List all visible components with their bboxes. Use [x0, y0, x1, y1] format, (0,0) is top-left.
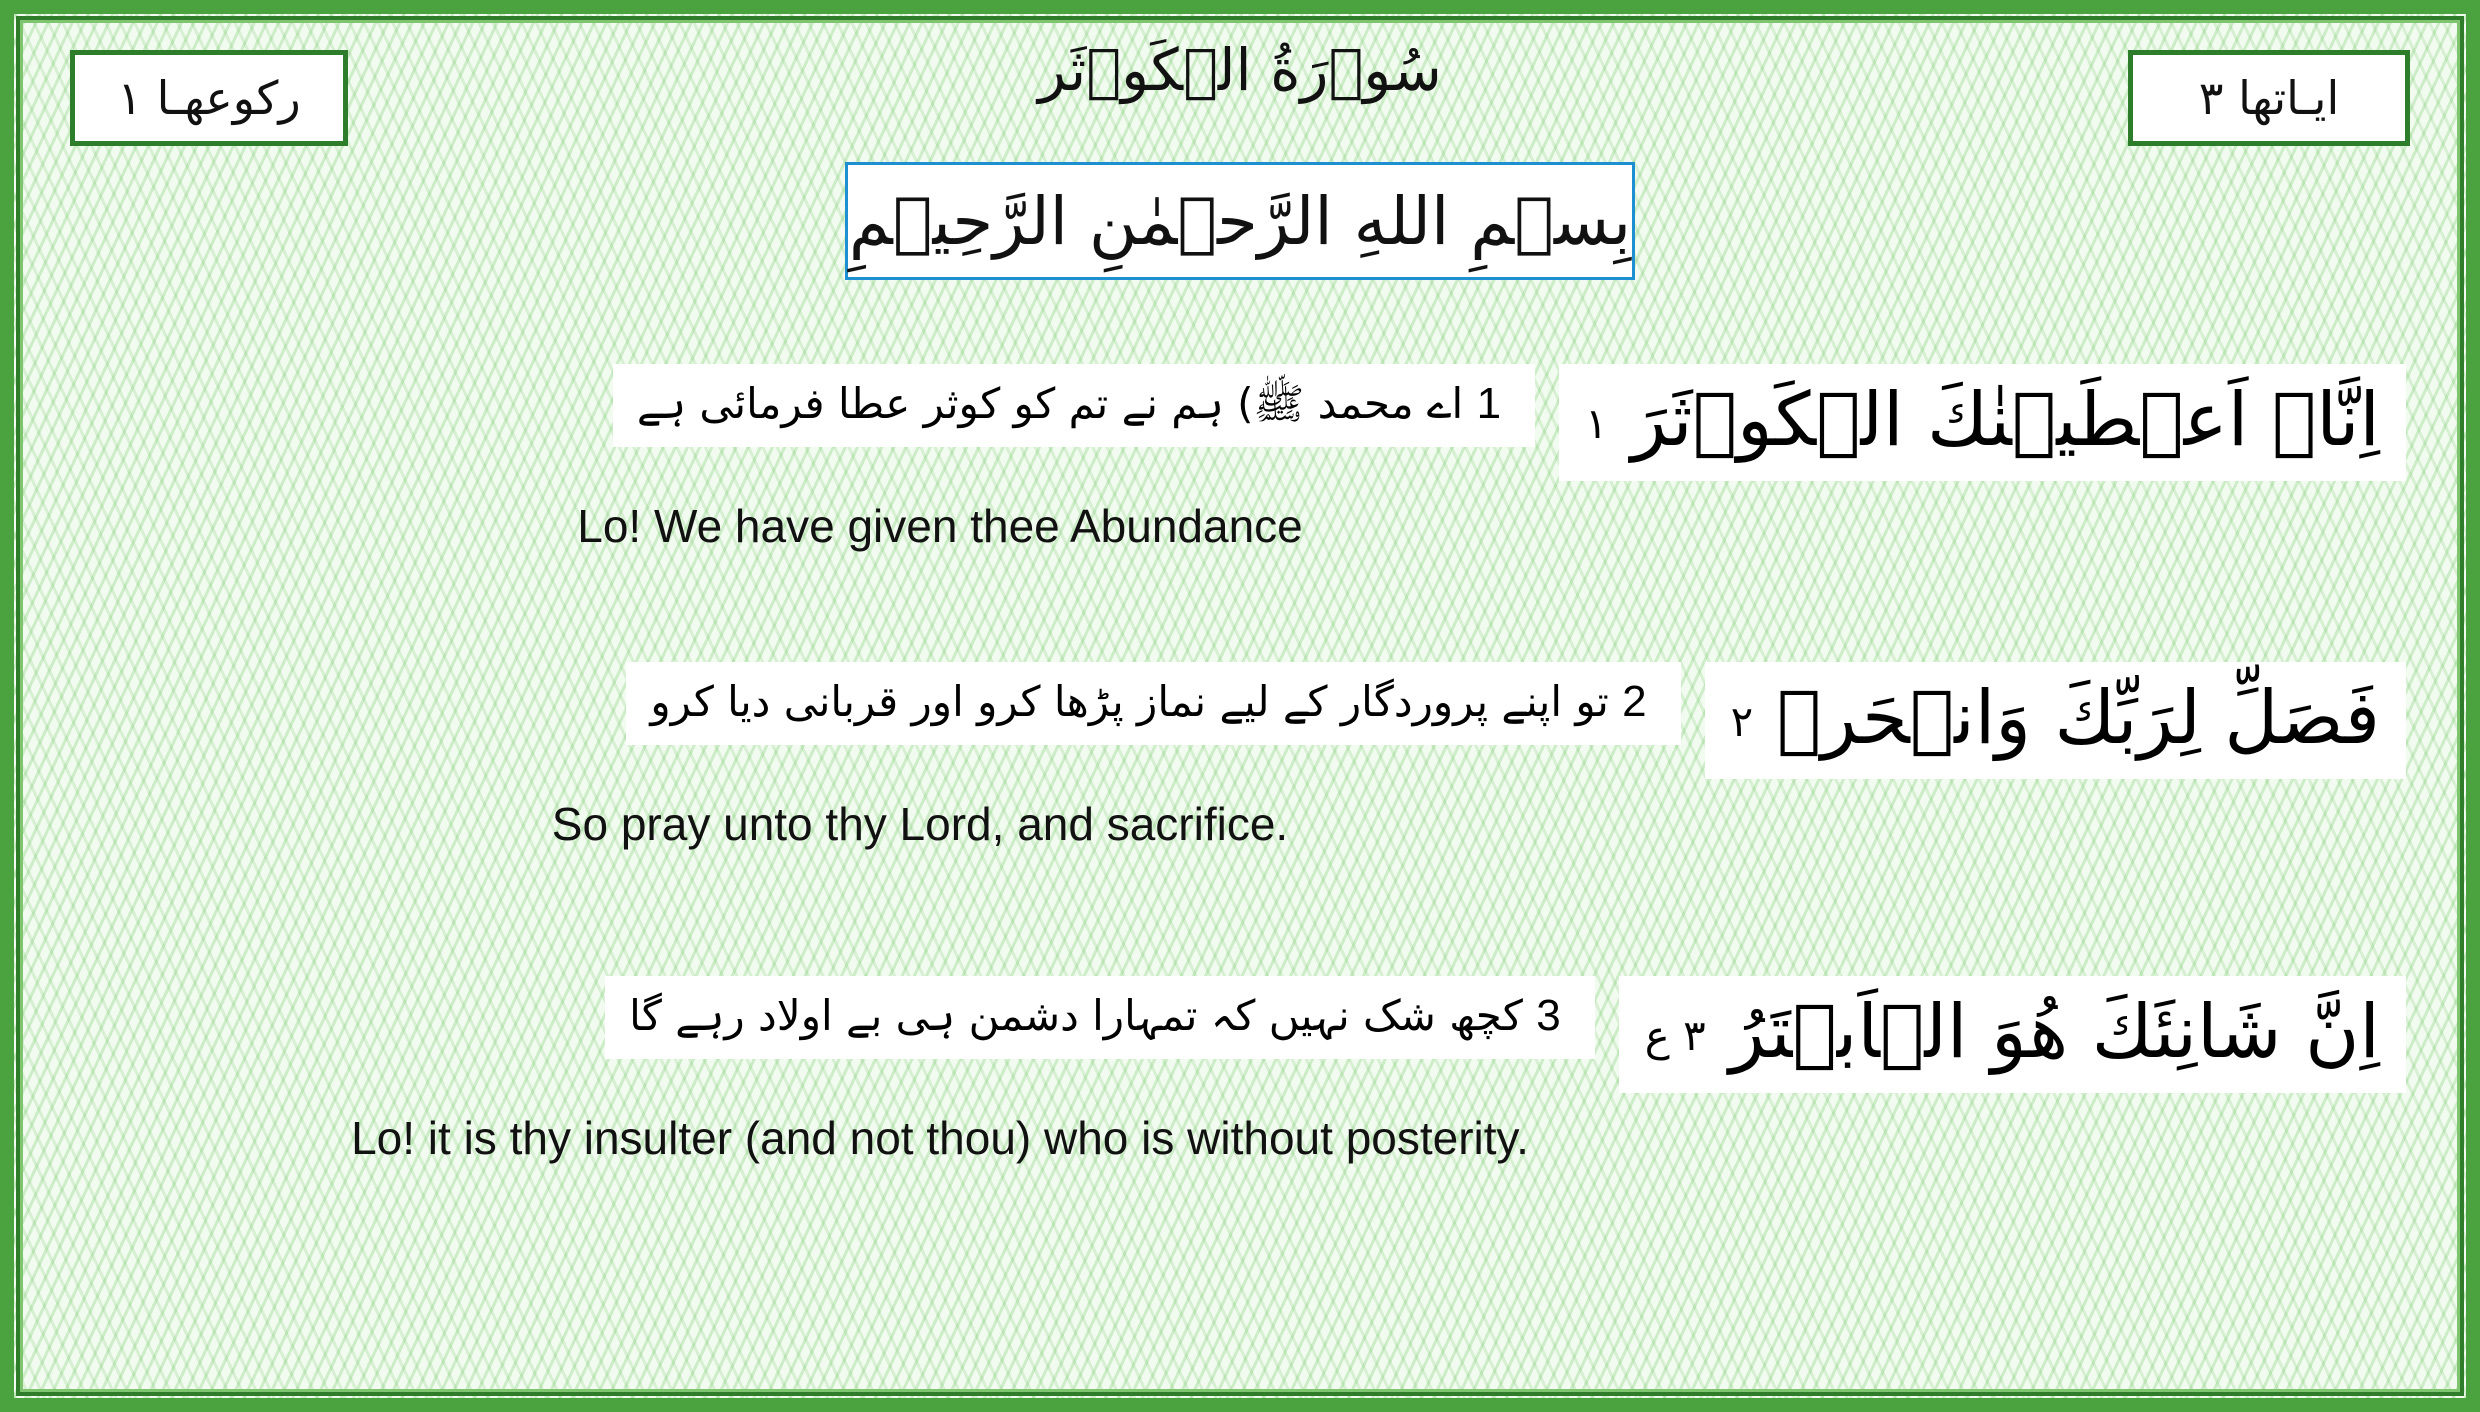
- verse-urdu-text: تو اپنے پروردگار کے لیے نماز پڑھا کرو اور قربانی دیا کرو: [650, 677, 1609, 726]
- verse-arabic-box: [1619, 976, 2406, 1093]
- verse-arabic-box: [1705, 662, 2406, 779]
- verse-urdu-text: اے محمد ﷺ) ہم نے تم کو کوثر عطا فرمائی ہے: [636, 379, 1464, 428]
- verse-row: [74, 662, 2406, 779]
- verse-block: [74, 364, 2406, 553]
- verse-urdu-text: کچھ شک نہیں کہ تمہارا دشمن ہی بے اولاد رہے گا: [629, 991, 1523, 1040]
- verse-marker: ۲: [1730, 697, 1754, 747]
- verse-block: [74, 976, 2406, 1165]
- verse-urdu-box: [605, 976, 1595, 1059]
- verse-number: 2: [1622, 677, 1647, 726]
- ayat-count-label: ایـاتها ۳: [2198, 70, 2340, 125]
- verse-number: 3: [1536, 991, 1561, 1040]
- verse-marker: ۳ ع: [1644, 1011, 1706, 1061]
- verse-english-text: So pray unto thy Lord, and sacrifice.: [551, 797, 1289, 850]
- rukoo-count-label: رکوعهـا ۱: [117, 70, 301, 125]
- bismillah-text: بِسۡمِ اللهِ الرَّحۡمٰنِ الرَّحِیۡمِ: [848, 182, 1632, 260]
- bismillah-box: [845, 162, 1635, 280]
- surah-title: سُوۡرَةُ الۡکَوۡثَر: [1038, 36, 1442, 104]
- verse-english-text: Lo! We have given thee Abundance: [577, 499, 1303, 552]
- verse-number: 1: [1476, 379, 1502, 428]
- verse-arabic-text: اِنَّاۤ اَعۡطَیۡنٰكَ الۡكَوۡثَرَ: [1631, 377, 2380, 463]
- verse-arabic-text: اِنَّ شَانِئَكَ هُوَ الۡاَبۡتَرُ: [1729, 989, 2380, 1075]
- verse-urdu-box: [626, 662, 1680, 745]
- verse-arabic-box: [1559, 364, 2406, 481]
- verse-row: [74, 976, 2406, 1093]
- verse-urdu-box: [613, 364, 1535, 447]
- verse-block: [74, 662, 2406, 851]
- verse-marker: ۱: [1585, 399, 1608, 449]
- verse-english-text: Lo! it is thy insulter (and not thou) who is without posterity.: [351, 1111, 1529, 1164]
- verse-arabic-text: فَصَلِّ لِرَبِّكَ وَانۡحَرۡ: [1776, 675, 2380, 761]
- verse-row: [74, 364, 2406, 481]
